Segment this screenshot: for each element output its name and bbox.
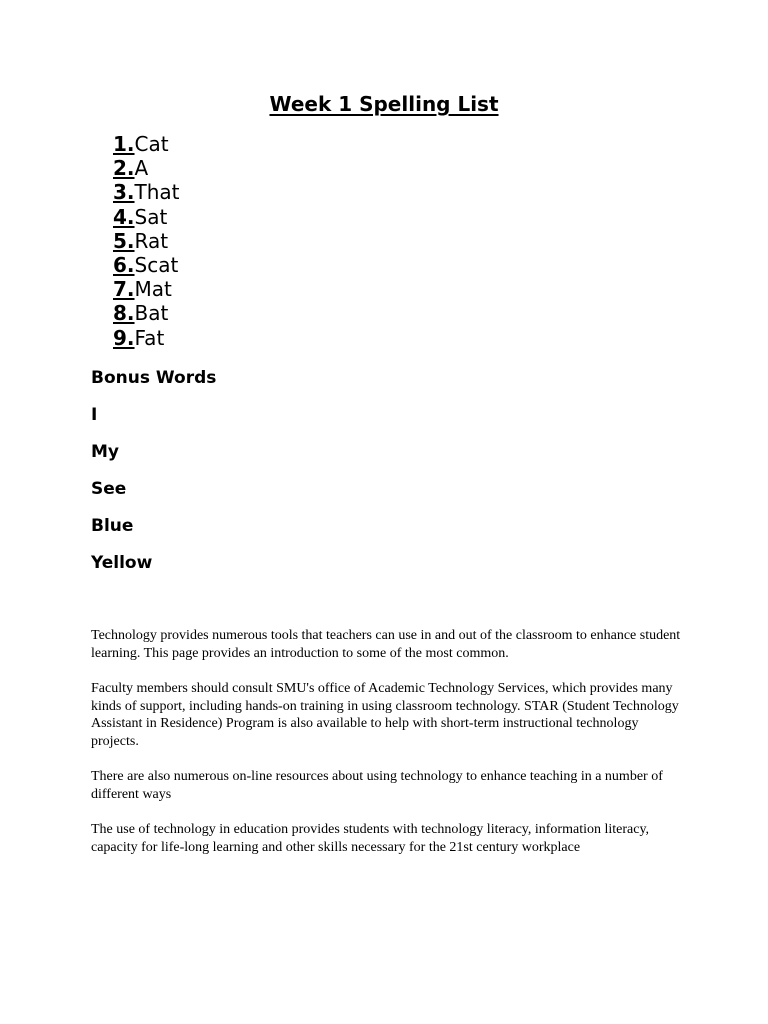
bonus-word: Blue [91, 516, 134, 536]
spelling-list-item [113, 180, 180, 204]
spelling-list-item [113, 205, 180, 229]
bonus-word: See [91, 479, 127, 499]
body-paragraph: Faculty members should consult SMU's office of Academic Technology Services, which provides many kinds of support, including hands-on training in using classroom technology. STAR (Student Technology Assistant in Residence) Program is also available to help with short-term instructional technology projects. [91, 681, 679, 749]
spelling-item-number: 5. [113, 228, 135, 253]
spelling-item-word: Scat [134, 253, 179, 278]
spelling-list [113, 132, 180, 350]
body-paragraph: There are also numerous on-line resources about using technology to enhance teaching in a number of different ways [91, 769, 663, 802]
spelling-list-item [113, 229, 180, 253]
spelling-item-word: Sat [134, 204, 168, 229]
spelling-item-word: A [134, 156, 149, 181]
page-title-text: Week 1 Spelling List [269, 92, 499, 116]
bonus-word: My [91, 442, 119, 462]
spelling-list-item [113, 301, 180, 325]
spelling-item-number: 9. [113, 325, 135, 350]
bonus-word: Yellow [91, 553, 153, 573]
page-title [0, 90, 768, 118]
spelling-item-number: 2. [113, 156, 135, 181]
spelling-item-number: 4. [113, 204, 135, 229]
bonus-word: I [91, 405, 98, 425]
spelling-item-number: 3. [113, 180, 135, 205]
spelling-list-item [113, 326, 180, 350]
spelling-list-item [113, 156, 180, 180]
bonus-words-heading: Bonus Words [91, 368, 217, 388]
spelling-list-item [113, 132, 180, 156]
spelling-item-word: Bat [134, 301, 169, 326]
spelling-item-word: Rat [134, 228, 169, 253]
spelling-item-number: 8. [113, 301, 135, 326]
spelling-list-item [113, 253, 180, 277]
spelling-item-number: 7. [113, 277, 135, 302]
spelling-list-item [113, 277, 180, 301]
bonus-words-section [91, 366, 216, 588]
body-paragraph: Technology provides numerous tools that teachers can use in and out of the classroom to enhance student learning. This page provides an introduction to some of the most common. [91, 628, 681, 661]
spelling-item-word: That [134, 180, 180, 205]
spelling-item-word: Mat [134, 277, 172, 302]
spelling-item-word: Cat [134, 132, 169, 156]
spelling-item-number: 6. [113, 253, 135, 278]
body-text [91, 627, 681, 874]
spelling-item-word: Fat [134, 325, 165, 350]
spelling-item-number: 1. [113, 132, 135, 156]
body-paragraph: The use of technology in education provides students with technology literacy, information literacy, capacity for life-long learning and other skills necessary for the 21st century workplace [91, 822, 650, 855]
